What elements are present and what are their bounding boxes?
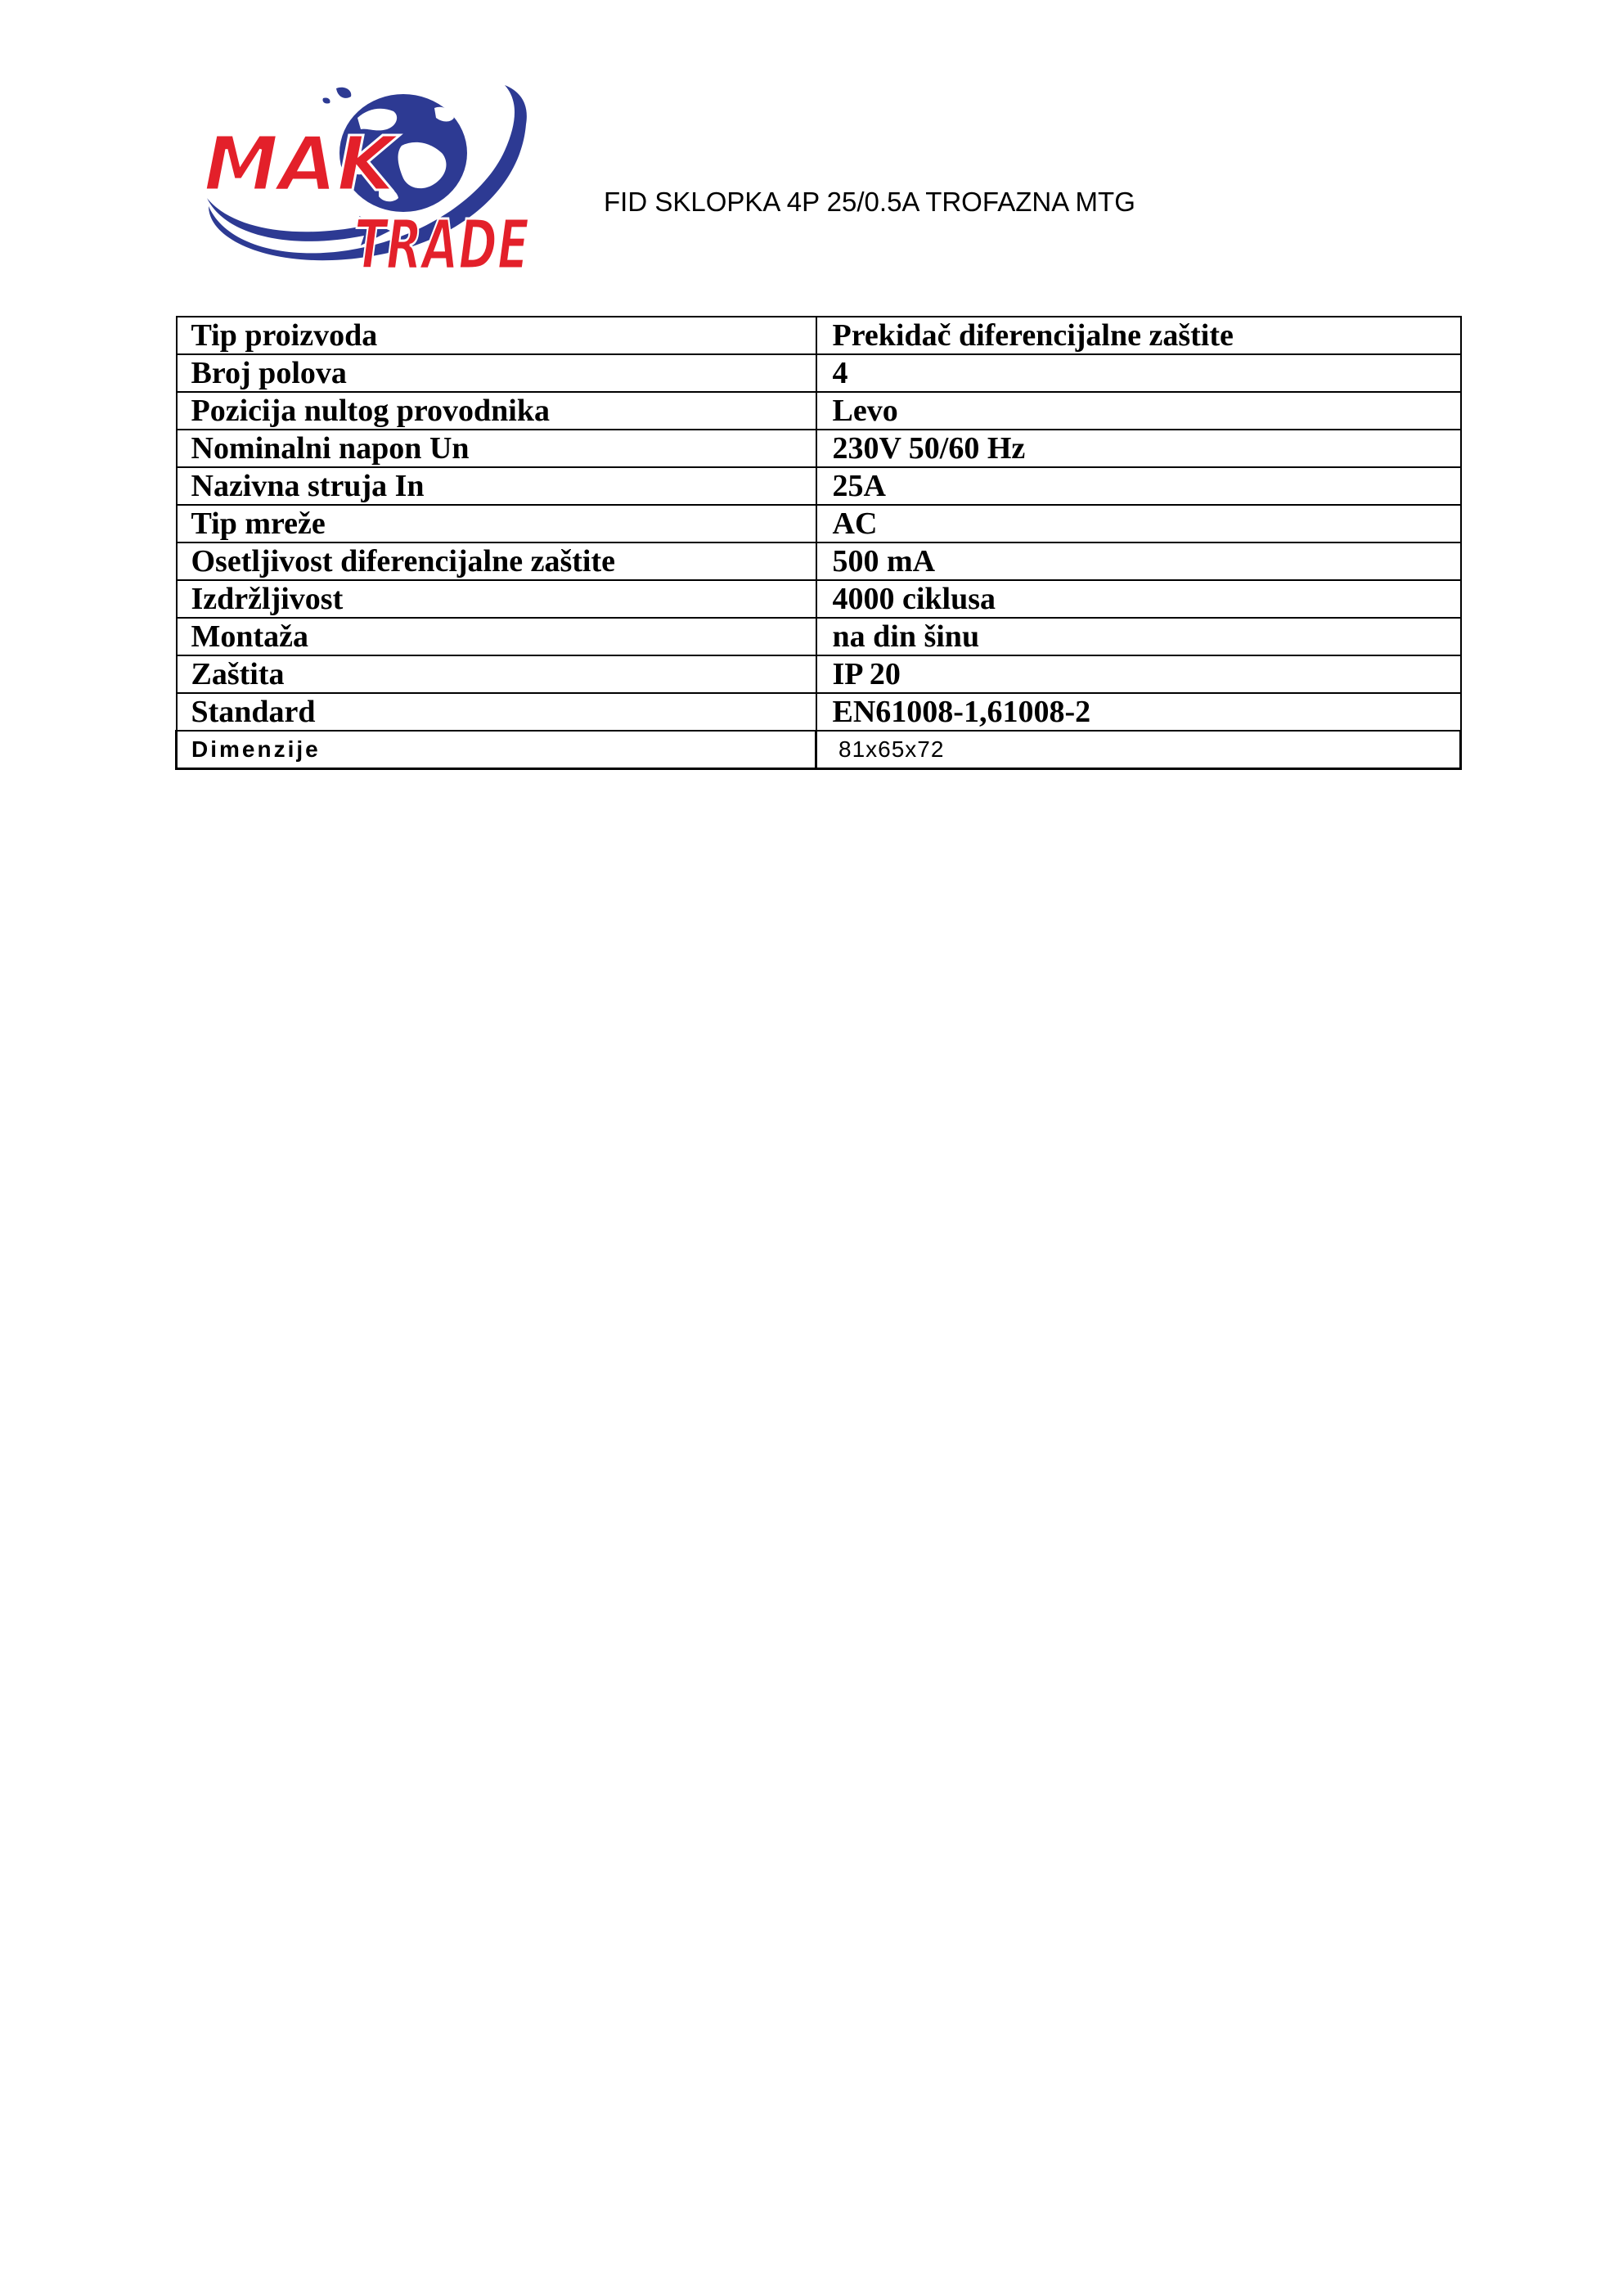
table-row — [177, 392, 1461, 430]
table-row — [177, 618, 1461, 655]
spec-label: Broj polova — [177, 354, 816, 392]
spec-value: EN61008-1,61008-2 — [816, 693, 1461, 731]
logo-graphic — [200, 75, 536, 285]
spec-label: Osetljivost diferencijalne zaštite — [177, 542, 816, 580]
table-row — [177, 354, 1461, 392]
table-row — [177, 317, 1461, 354]
company-logo — [200, 75, 536, 285]
spec-value: 500 mA — [816, 542, 1461, 580]
spec-label: Dimenzije — [177, 731, 816, 769]
spec-value: 4 — [816, 354, 1461, 392]
spec-label: Nominalni napon Un — [177, 430, 816, 467]
table-row — [177, 505, 1461, 542]
spec-value: 230V 50/60 Hz — [816, 430, 1461, 467]
spec-value: 81x65x72 — [816, 731, 1461, 769]
logo-text-bottom: TRADE — [354, 205, 529, 285]
table-row — [177, 655, 1461, 693]
table-row — [177, 467, 1461, 505]
spec-value: 25A — [816, 467, 1461, 505]
document-title: FID SKLOPKA 4P 25/0.5A TROFAZNA MTG — [604, 187, 1135, 217]
table-row — [177, 731, 1461, 769]
spec-label: Montaža — [177, 618, 816, 655]
spec-label: Izdržljivost — [177, 580, 816, 618]
table-row — [177, 693, 1461, 731]
spec-label: Zaštita — [177, 655, 816, 693]
spec-value: IP 20 — [816, 655, 1461, 693]
table-row — [177, 542, 1461, 580]
table-row — [177, 580, 1461, 618]
spec-label: Tip mreže — [177, 505, 816, 542]
spec-label: Standard — [177, 693, 816, 731]
logo-text-top: MAK — [204, 120, 396, 208]
spec-value: AC — [816, 505, 1461, 542]
spec-label: Tip proizvoda — [177, 317, 816, 354]
spec-value: Prekidač diferencijalne zaštite — [816, 317, 1461, 354]
spec-value: 4000 ciklusa — [816, 580, 1461, 618]
spec-value: Levo — [816, 392, 1461, 430]
spec-table — [175, 316, 1462, 770]
spec-label: Pozicija nultog provodnika — [177, 392, 816, 430]
spec-value: na din šinu — [816, 618, 1461, 655]
spec-label: Nazivna struja In — [177, 467, 816, 505]
table-row — [177, 430, 1461, 467]
